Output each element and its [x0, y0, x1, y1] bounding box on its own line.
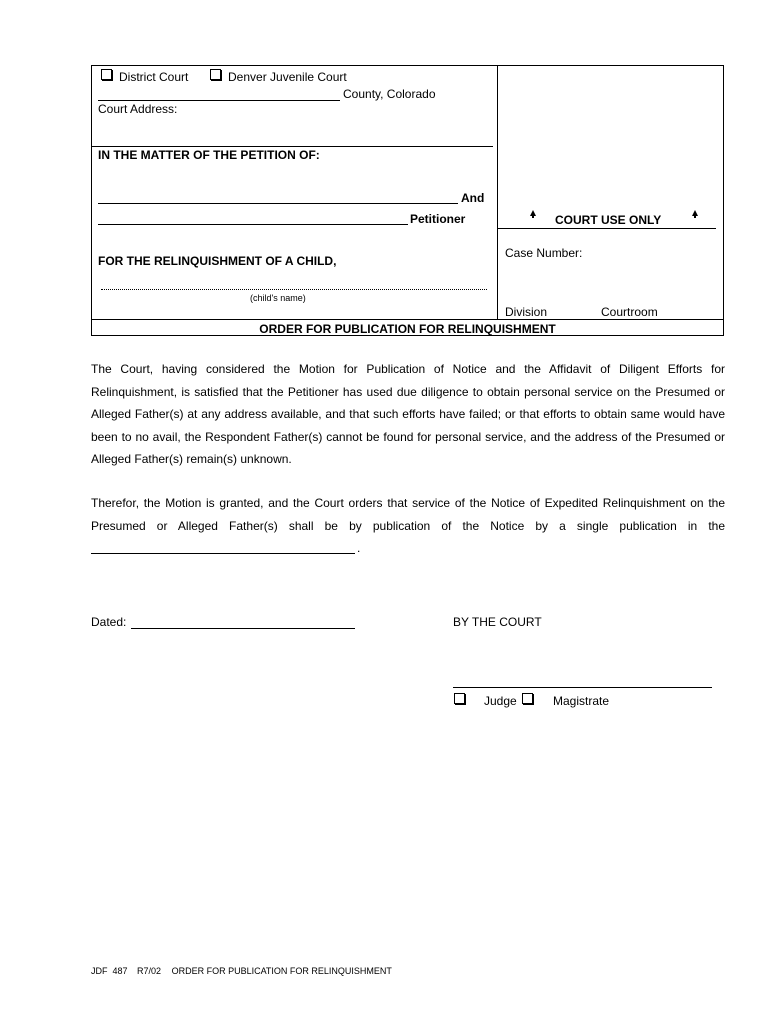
case-number-label: Case Number: — [505, 246, 583, 260]
court-use-only-label: COURT USE ONLY — [555, 213, 662, 227]
body-paragraph-2: Therefor, the Motion is granted, and the Court orders that service of the Notice of Expedited Relinquishment on the Presumed or Alleged Father(s) shall be by publication of the Notice by a single publication in the — [91, 496, 725, 533]
caption-divider-horizontal — [91, 319, 724, 320]
child-name-caption: (child's name) — [250, 293, 306, 303]
judge-checkbox[interactable] — [454, 693, 465, 704]
for-relinquishment-label: FOR THE RELINQUISHMENT OF A CHILD, — [98, 254, 337, 268]
district-court-checkbox[interactable] — [101, 69, 112, 80]
denver-juvenile-court-checkbox[interactable] — [210, 69, 221, 80]
dated-label: Dated: — [91, 615, 127, 629]
footer — [91, 966, 392, 977]
caption-box — [91, 65, 724, 336]
document-title: ORDER FOR PUBLICATION FOR RELINQUISHMENT — [259, 322, 556, 336]
dated-line[interactable] — [131, 628, 355, 629]
denver-juvenile-court-label: Denver Juvenile Court — [228, 70, 347, 84]
petitioner-label: Petitioner — [410, 212, 466, 226]
magistrate-label: Magistrate — [553, 694, 610, 708]
caption-divider-vertical — [497, 65, 498, 320]
county-line[interactable] — [98, 100, 340, 101]
county-colorado-label: County, Colorado — [343, 87, 436, 101]
judge-label: Judge — [484, 694, 517, 708]
body-paragraph-1: The Court, having considered the Motion for Publication of Notice and the Affidavit of Diligent Efforts for Relinquishment, is satisfied that the Petitioner has used due diligence to obtain personal service on the Presumed or Alleged Father(s) at any address available, and that such efforts have failed; or that efforts to obtain same would have been to no avail, the Respondent Father(s) cannot be found for personal service, and the address of the Presumed or Alleged Father(s) remain(s) unknown. — [91, 362, 725, 466]
footer-form-title: ORDER FOR PUBLICATION FOR RELINQUISHMENT — [171, 966, 392, 976]
by-the-court-label: BY THE COURT — [453, 615, 542, 629]
caption-separator — [91, 146, 493, 147]
child-name-line[interactable] — [101, 289, 487, 290]
court-address-label: Court Address: — [98, 102, 178, 116]
district-court-label: District Court — [119, 70, 189, 84]
arrow-up-icon — [692, 210, 698, 216]
courtroom-label: Courtroom — [601, 305, 658, 319]
in-the-matter-heading: IN THE MATTER OF THE PETITION OF: — [98, 148, 320, 162]
magistrate-checkbox[interactable] — [522, 693, 533, 704]
publication-period: . — [357, 541, 361, 555]
publication-line[interactable] — [91, 553, 355, 554]
and-label: And — [461, 191, 485, 205]
footer-form-id: JDF 487 — [91, 966, 128, 976]
petitioner-line-1[interactable] — [98, 203, 458, 204]
arrow-up-icon — [530, 210, 536, 216]
signature-line[interactable] — [453, 687, 712, 688]
petitioner-line-2[interactable] — [98, 224, 408, 225]
court-use-underline — [497, 228, 716, 229]
division-label: Division — [505, 305, 548, 319]
footer-revision: R7/02 — [137, 966, 162, 976]
